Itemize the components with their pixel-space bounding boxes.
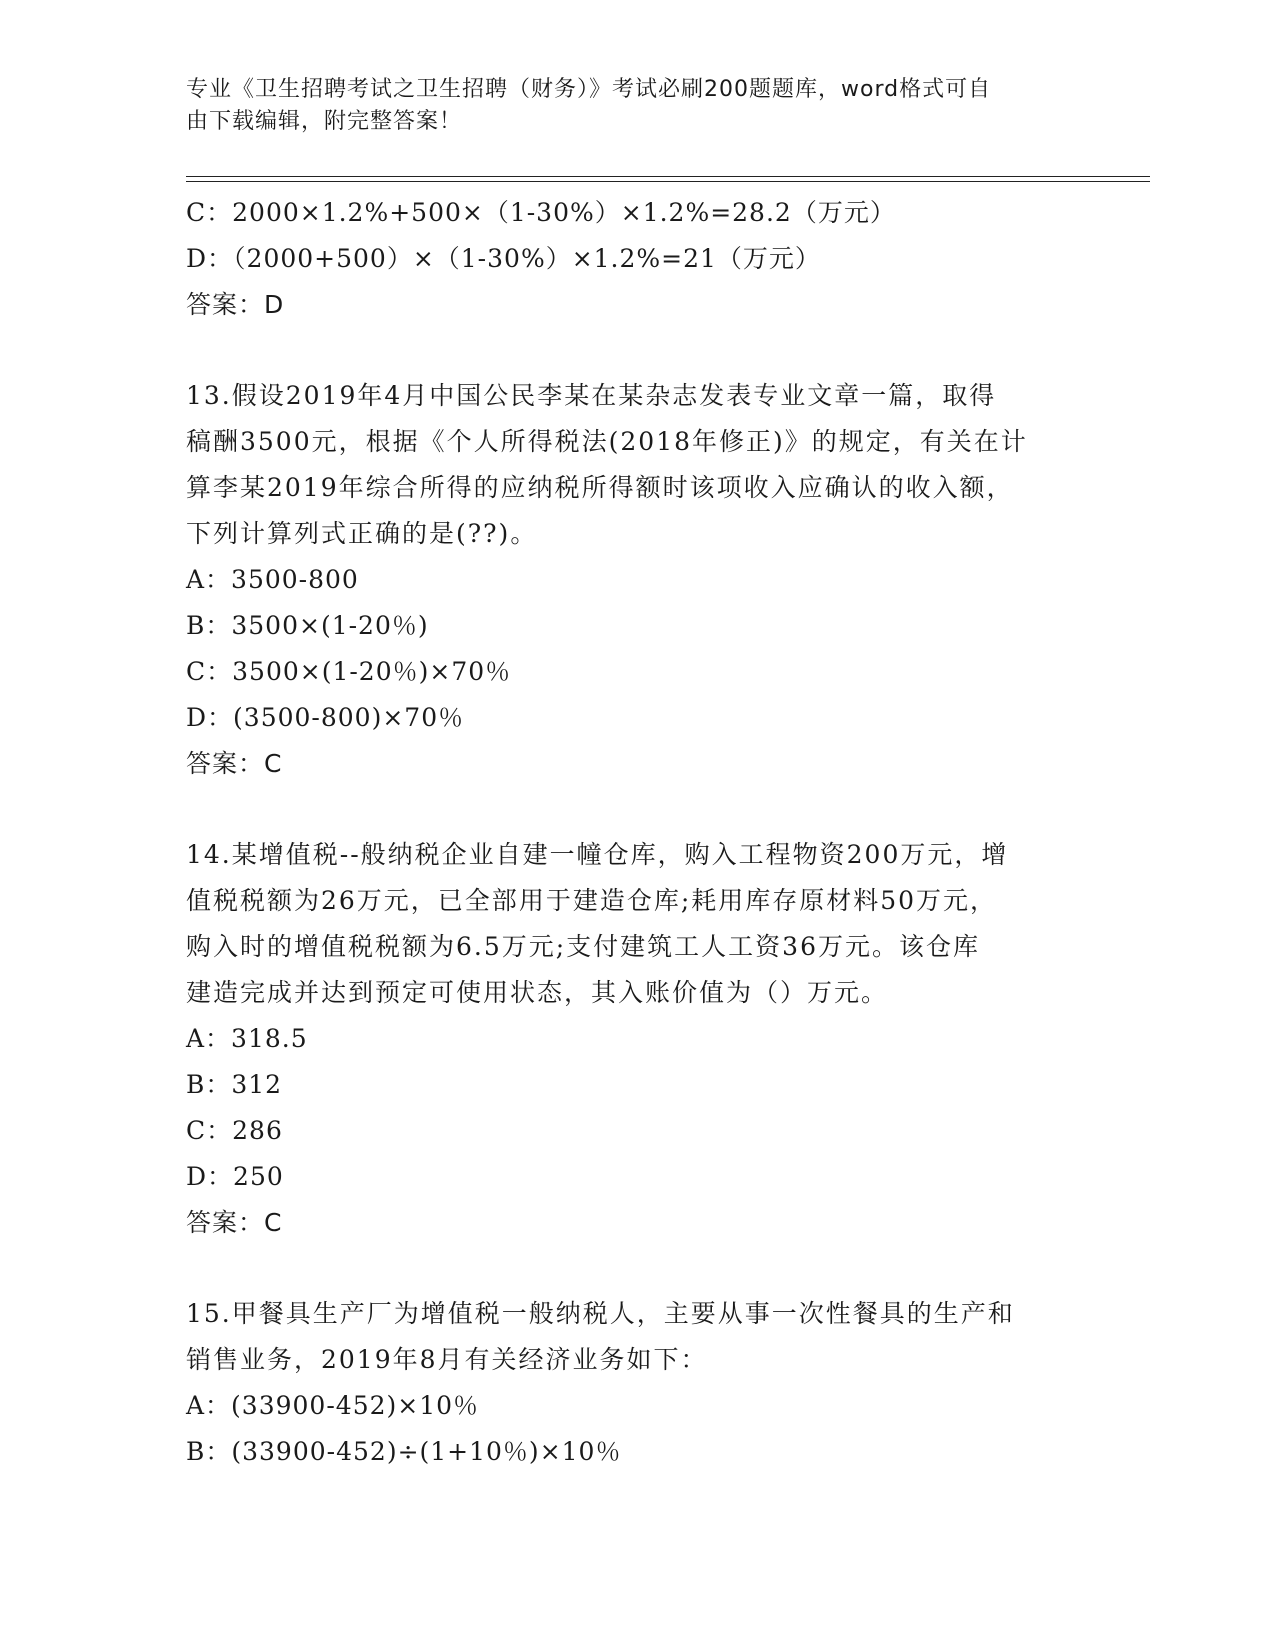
option-d: D：(3500-800)×70％ (186, 703, 465, 732)
question-text-line: 销售业务，2019年8月有关经济业务如下： (186, 1345, 708, 1374)
option-a: A：318.5 (186, 1024, 308, 1053)
question-text-line: 稿酬3500元，根据《个人所得税法(2018年修正)》的规定，有关在计 (186, 427, 1028, 456)
spacer (186, 787, 1106, 832)
question-13 (186, 373, 1106, 787)
header-title-line-1: 专业《卫生招聘考试之卫生招聘（财务）》考试必刷200题题库，word格式可自 (186, 77, 992, 102)
option-b: B：3500×(1-20％) (186, 611, 429, 640)
question-text-line: 下列计算列式正确的是(??)。 (186, 519, 538, 548)
answer-line: 答案：C (186, 1208, 283, 1237)
question-14 (186, 832, 1106, 1246)
option-d: D：250 (186, 1162, 284, 1191)
question-12-tail (186, 190, 1106, 328)
spacer (186, 328, 1106, 373)
header-title-line-2: 由下载编辑，附完整答案！ (186, 109, 463, 134)
question-text-line: 算李某2019年综合所得的应纳税所得额时该项收入应确认的收入额， (186, 473, 1014, 502)
answer-line: 答案：C (186, 749, 283, 778)
option-c: C：286 (186, 1116, 283, 1145)
option-d: D：（2000+500）×（1-30%）×1.2%=21（万元） (186, 244, 821, 273)
question-text-line: 建造完成并达到预定可使用状态，其入账价值为（）万元。 (186, 978, 889, 1007)
option-c: C：2000×1.2%+500×（1-30%）×1.2%=28.2（万元） (186, 198, 896, 227)
question-text-line: 13.假设2019年4月中国公民李某在某杂志发表专业文章一篇，取得 (186, 381, 997, 410)
question-text-line: 14.某增值税--般纳税企业自建一幢仓库，购入工程物资200万元，增 (186, 840, 1009, 869)
option-b: B：(33900-452)÷(1+10％)×10％ (186, 1437, 622, 1466)
question-15 (186, 1291, 1106, 1475)
answer-line: 答案：D (186, 290, 285, 319)
document-body (186, 190, 1106, 1475)
option-c: C：3500×(1-20％)×70％ (186, 657, 512, 686)
header-divider-top (186, 176, 1150, 177)
spacer (186, 1246, 1106, 1291)
question-text-line: 购入时的增值税税额为6.5万元;支付建筑工人工资36万元。该仓库 (186, 932, 980, 961)
document-header (186, 74, 1086, 138)
question-text-line: 15.甲餐具生产厂为增值税一般纳税人，主要从事一次性餐具的生产和 (186, 1299, 1015, 1328)
option-a: A：(33900-452)×10％ (186, 1391, 480, 1420)
option-a: A：3500-800 (186, 565, 359, 594)
option-b: B：312 (186, 1070, 283, 1099)
question-text-line: 值税税额为26万元，已全部用于建造仓库;耗用库存原材料50万元， (186, 886, 998, 915)
header-divider-bottom (186, 181, 1150, 182)
